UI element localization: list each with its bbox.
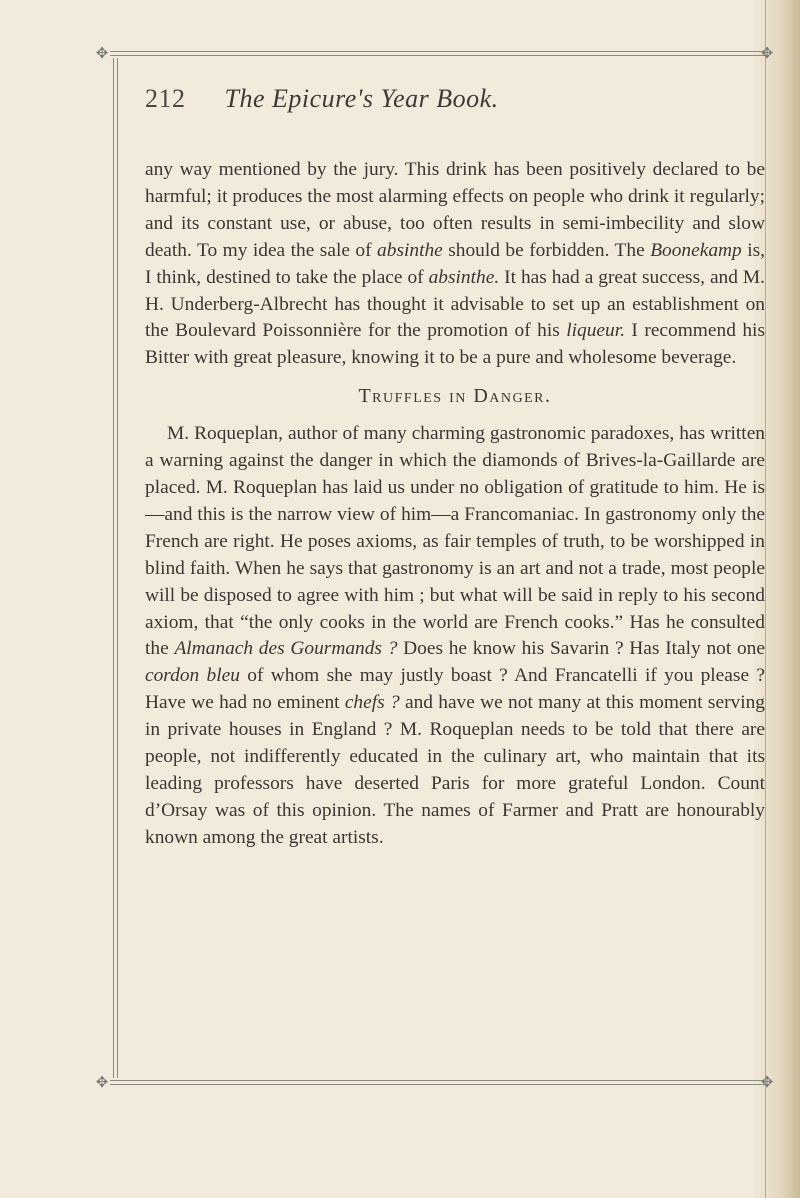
italic-run: cordon bleu: [145, 665, 240, 687]
border-top-rule-inner: [110, 55, 765, 56]
border-left-rule: [113, 58, 114, 1078]
text-run: Does he know his Savarin ? Has Italy not one: [397, 638, 765, 660]
paragraph-absinthe: [145, 157, 765, 372]
text-run: is, I think, destined to take the place of: [145, 239, 765, 288]
running-title: The Epicure's Year Book.: [224, 84, 499, 113]
paragraph-truffles: [145, 421, 765, 852]
italic-run: chefs ?: [344, 692, 400, 714]
corner-ornament-bottom-left: ✥: [95, 1073, 109, 1091]
text-run: of whom she may justly boast ? And Francatelli if you please ? Have we had no eminent: [145, 665, 765, 714]
text-run: and have we not many at this moment serving in private houses in England ? M. Roqueplan needs to be told that there are people, not indifferently educated in the culinary art, who maintain that its leading professors have deserted Paris for more grateful London. Count d’Orsay was of this opinion. The names of Farmer and Pratt are honourably known among the great artists.: [145, 692, 766, 848]
text-run: M. Roqueplan, author of many charming gastronomic paradoxes, has written a warning against the danger in which the diamonds of Brives-la-Gaillarde are placed. M. Roqueplan has laid us under no obligation of gratitude to him. He is—and this is the narrow view of him—a Francomaniac. In gastronomy only the French are right. He poses axioms, as fair temples of truth, to be worshipped in blind faith. When he says that gastronomy is an art and not a trade, most people will be disposed to agree with him ; but what will be said in reply to his second axiom, that “the only cooks in the world are French cooks.” Has he consulted the: [145, 423, 765, 660]
border-bottom-rule: [110, 1080, 765, 1081]
page-number: 212: [145, 84, 186, 113]
text-run: I recommend his Bitter with great pleasure, knowing it to be a pure and wholesome beverage.: [145, 320, 765, 369]
section-heading: Truffles in Danger.: [358, 385, 552, 408]
text-run: any way mentioned by the jury. This drink has been positively declared to be harmful; it produces the most alarming effects on people who drink it regularly; and its constant use, or abuse, too often results in semi-imbecility and slow death. To my idea the sale of: [145, 159, 765, 261]
italic-run: absinthe: [377, 239, 443, 261]
corner-ornament-bottom-right: ✥: [760, 1073, 774, 1091]
body-text: [145, 157, 765, 852]
italic-run: liqueur.: [566, 320, 625, 342]
border-bottom-rule-inner: [110, 1084, 765, 1085]
corner-ornament-top-right: ✥: [760, 44, 774, 62]
italic-run: Boonekamp: [650, 239, 742, 261]
text-run: It has had a great success, and M. H. Underberg-Albrecht has thought it advisable to set up an establishment on the Boulevard Poissonnière for the promotion of his: [145, 266, 765, 342]
italic-run: absinthe.: [428, 266, 500, 288]
border-left-rule-inner: [117, 58, 118, 1078]
text-run: should be forbidden. The: [442, 239, 651, 261]
italic-run: Almanach des Gourmands ?: [174, 638, 398, 660]
page-edge-line: [765, 0, 766, 1198]
corner-ornament-top-left: ✥: [95, 44, 109, 62]
running-header: [145, 84, 765, 114]
border-top-rule: [110, 51, 765, 52]
